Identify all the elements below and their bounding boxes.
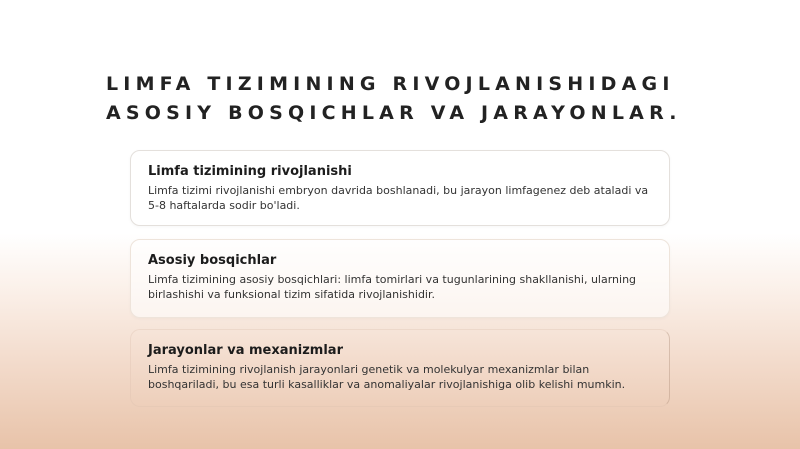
card-processes-mechanisms [130,329,670,407]
card-text: Limfa tizimi rivojlanishi embryon davrida boshlanadi, bu jarayon limfagenez deb ataladi va 5-8 haftalarda sodir bo'ladi. [148,184,649,212]
card-main-stages [130,239,670,318]
card-heading: Jarayonlar va mexanizmlar [148,343,343,358]
slide-title-line-2: ASOSIY BOSQICHLAR VA JARAYONLAR. [106,102,682,124]
card-development [130,150,670,226]
slide-title [106,70,746,128]
card-heading: Limfa tizimining rivojlanishi [148,164,352,179]
card-heading: Asosiy bosqichlar [148,253,277,268]
card-text: Limfa tizimining rivojlanish jarayonlari genetik va molekulyar mexanizmlar bilan boshqariladi, bu esa turli kasalliklar va anomaliyalar rivojlanishiga olib kelishi mumkin. [148,363,626,391]
slide-title-line-1: LIMFA TIZIMINING RIVOJLANISHIDAGI [106,73,675,95]
card-text: Limfa tizimining asosiy bosqichlari: limfa tomirlari va tugunlarining shakllanishi, ularning birlashishi va funksional tizim sifatida rivojlanishidir. [148,273,637,301]
